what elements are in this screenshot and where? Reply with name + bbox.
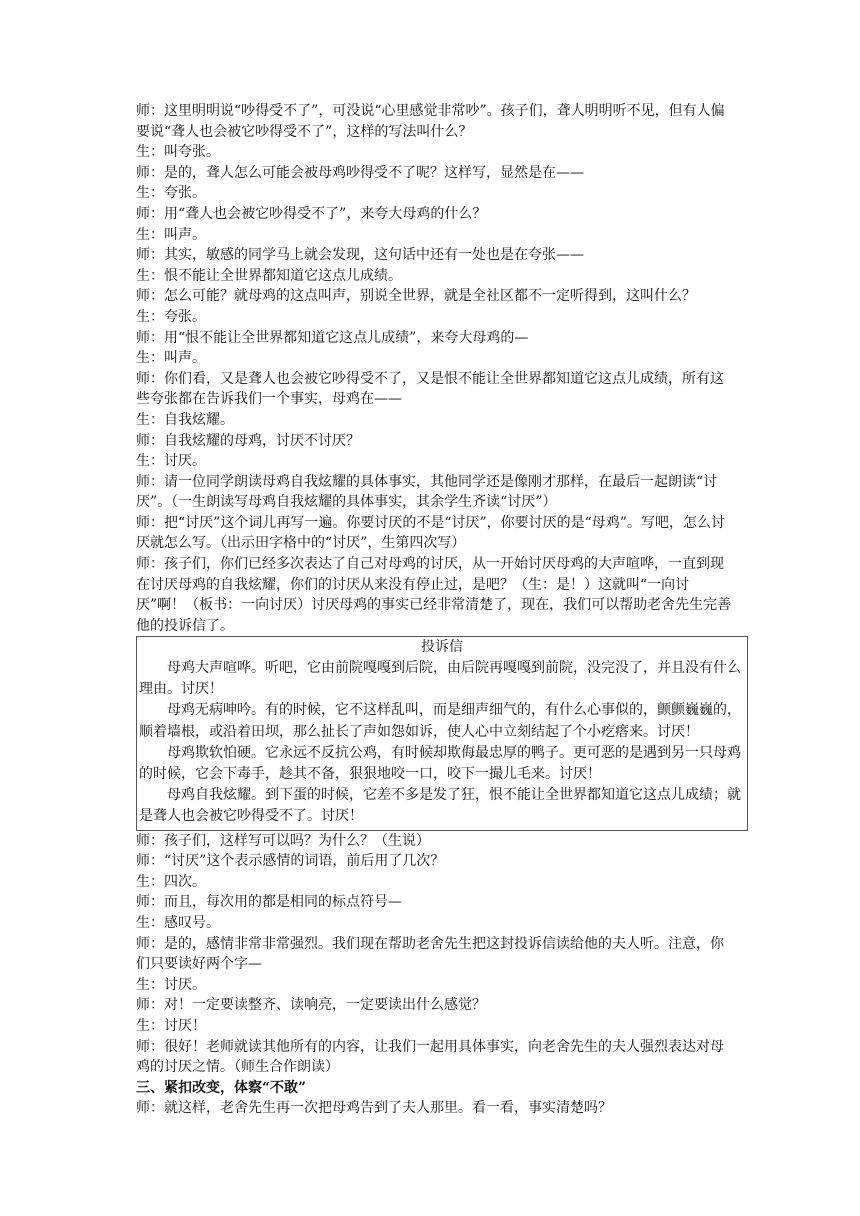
dialogue-line: 师：就这样，老舍先生再一次把母鸡告到了夫人那里。看一看，事实清楚吗？ (136, 1100, 612, 1117)
letter-paragraph: 母鸡欺软怕硬。它永远不反抗公鸡，有时候却欺侮最忠厚的鸭子。更可恶的是遇到另一只母鸡的时候，它会下毒手，趁其不备，狠狠地咬一口，咬下一撮儿毛来。讨厌！ (139, 744, 741, 783)
dialogue-line: 生：讨厌！ (136, 1018, 206, 1034)
letter-paragraph: 母鸡大声喧哗。听吧，它由前院嘎嘎到后院，由后院再嘎嘎到前院，没完没了，并且没有什么理由。讨厌！ (139, 660, 741, 698)
complaint-letter-box (136, 636, 748, 830)
dialogue-line: 生：自我炫耀。 (136, 411, 234, 428)
document-body (136, 101, 741, 1119)
dialogue-line: 生：讨厌。 (136, 976, 206, 993)
dialogue-line: 师：其实，敏感的同学马上就会发现，这句话中还有一处也是在夸张—— (136, 247, 584, 264)
dialogue-line: 师：自我炫耀的母鸡，讨厌不讨厌？ (136, 432, 360, 449)
dialogue-line: 师：“讨厌”这个表示感情的词语，前后用了几次？ (136, 853, 445, 870)
dialogue-line: 师：对！一定要读整齐、读响亮，一定要读出什么感觉？ (136, 997, 486, 1014)
dialogue-line: 生：四次。 (136, 873, 206, 890)
dialogue-line: 生：讨厌。 (136, 453, 206, 470)
dialogue-line: 生：夸张。 (136, 308, 206, 325)
dialogue-line: 师：把“讨厌”这个词儿再写一遍。你要讨厌的不是“讨厌”，你要讨厌的是“母鸡”。写吧，怎么讨厌就怎么写。（出示田字格中的“讨厌”，生第四次写） (136, 514, 725, 552)
dialogue-line: 师：这里明明说“吵得受不了”，可没说“心里感觉非常吵”。孩子们，聋人明明听不见，但有人偏要说“聋人也会被它吵得受不了”，这样的写法叫什么？ (136, 103, 725, 140)
dialogue-after-letter (136, 831, 736, 1078)
dialogue-line: 师：请一位同学朗读母鸡自我炫耀的具体事实，其他同学还是像刚才那样，在最后一起朗读“讨厌”。（一生朗读写母鸡自我炫耀的具体事实，其余学生齐读“讨厌”） (136, 473, 718, 511)
dialogue-line: 师：孩子们，这样写可以吗？为什么？（生说） (136, 832, 430, 849)
dialogue-line: 师：用“聋人也会被它吵得受不了”，来夸大母鸡的什么？ (136, 205, 487, 222)
letter-paragraph: 母鸡自我炫耀。到下蛋的时候，它差不多是发了狂，恨不能让全世界都知道它这点儿成绩；就是聋人也会被它吵得受不了。讨厌！ (139, 787, 741, 825)
dialogue-line: 师：很好！老师就读其他所有的内容，让我们一起用具体事实，向老舍先生的夫人强烈表达对母鸡的讨厌之情。（师生合作朗读） (136, 1038, 724, 1076)
letter-title: 投诉信 (421, 639, 463, 656)
dialogue-line: 师：用“恨不能让全世界都知道它这点儿成绩”，来夸大母鸡的— (136, 329, 529, 346)
dialogue-line: 师：是的，感情非常非常强烈。我们现在帮助老舍先生把这封投诉信读给他的夫人听。注意，你们只要读好两个字— (136, 935, 724, 973)
dialogue-line: 师：你们看，又是聋人也会被它吵得受不了，又是恨不能让全世界都知道它这点儿成绩，所有这些夸张都在告诉我们一个事实，母鸡在—— (136, 370, 724, 408)
dialogue-line: 师：怎么可能？就母鸡的这点叫声，别说全世界，就是全社区都不一定听得到，这叫什么？ (136, 288, 696, 305)
dialogue-line: 生：感叹号。 (136, 915, 220, 932)
dialogue-line: 生：叫声。 (136, 226, 206, 243)
dialogue-before-letter (136, 101, 736, 636)
letter-paragraph: 母鸡无病呻吟。有的时候，它不这样乱叫，而是细声细气的，有什么心事似的，颤颤巍巍的，顺着墙根，或沿着田坝，那么扯长了声如怨如诉，使人心中立刻结起了个小疙瘩来。讨厌！ (139, 702, 741, 740)
dialogue-line: 师：孩子们，你们已经多次表达了自己对母鸡的讨厌，从一开始讨厌母鸡的大声喧哗，一直到现在讨厌母鸡的自我炫耀，你们的讨厌从来没有停止过，是吧？（生：是！）这就叫“一向讨厌”啊！（板书：一向讨厌）讨厌母鸡的事实已经非常清楚了，现在，我们可以帮助老舍先生完善他的投诉信了。 (136, 556, 732, 634)
dialogue-line: 生：叫夸张。 (136, 144, 220, 161)
dialogue-line: 师：是的，聋人怎么可能会被母鸡吵得受不了呢？这样写，显然是在—— (136, 164, 584, 181)
dialogue-line: 师：而且，每次用的都是相同的标点符号— (136, 894, 402, 911)
dialogue-line: 生：叫声。 (136, 350, 206, 367)
dialogue-line: 生：夸张。 (136, 185, 206, 202)
section-heading: 三、紧扣改变，体察“不敢” (136, 1079, 307, 1096)
dialogue-line: 生：恨不能让全世界都知道它这点儿成绩。 (136, 267, 402, 284)
